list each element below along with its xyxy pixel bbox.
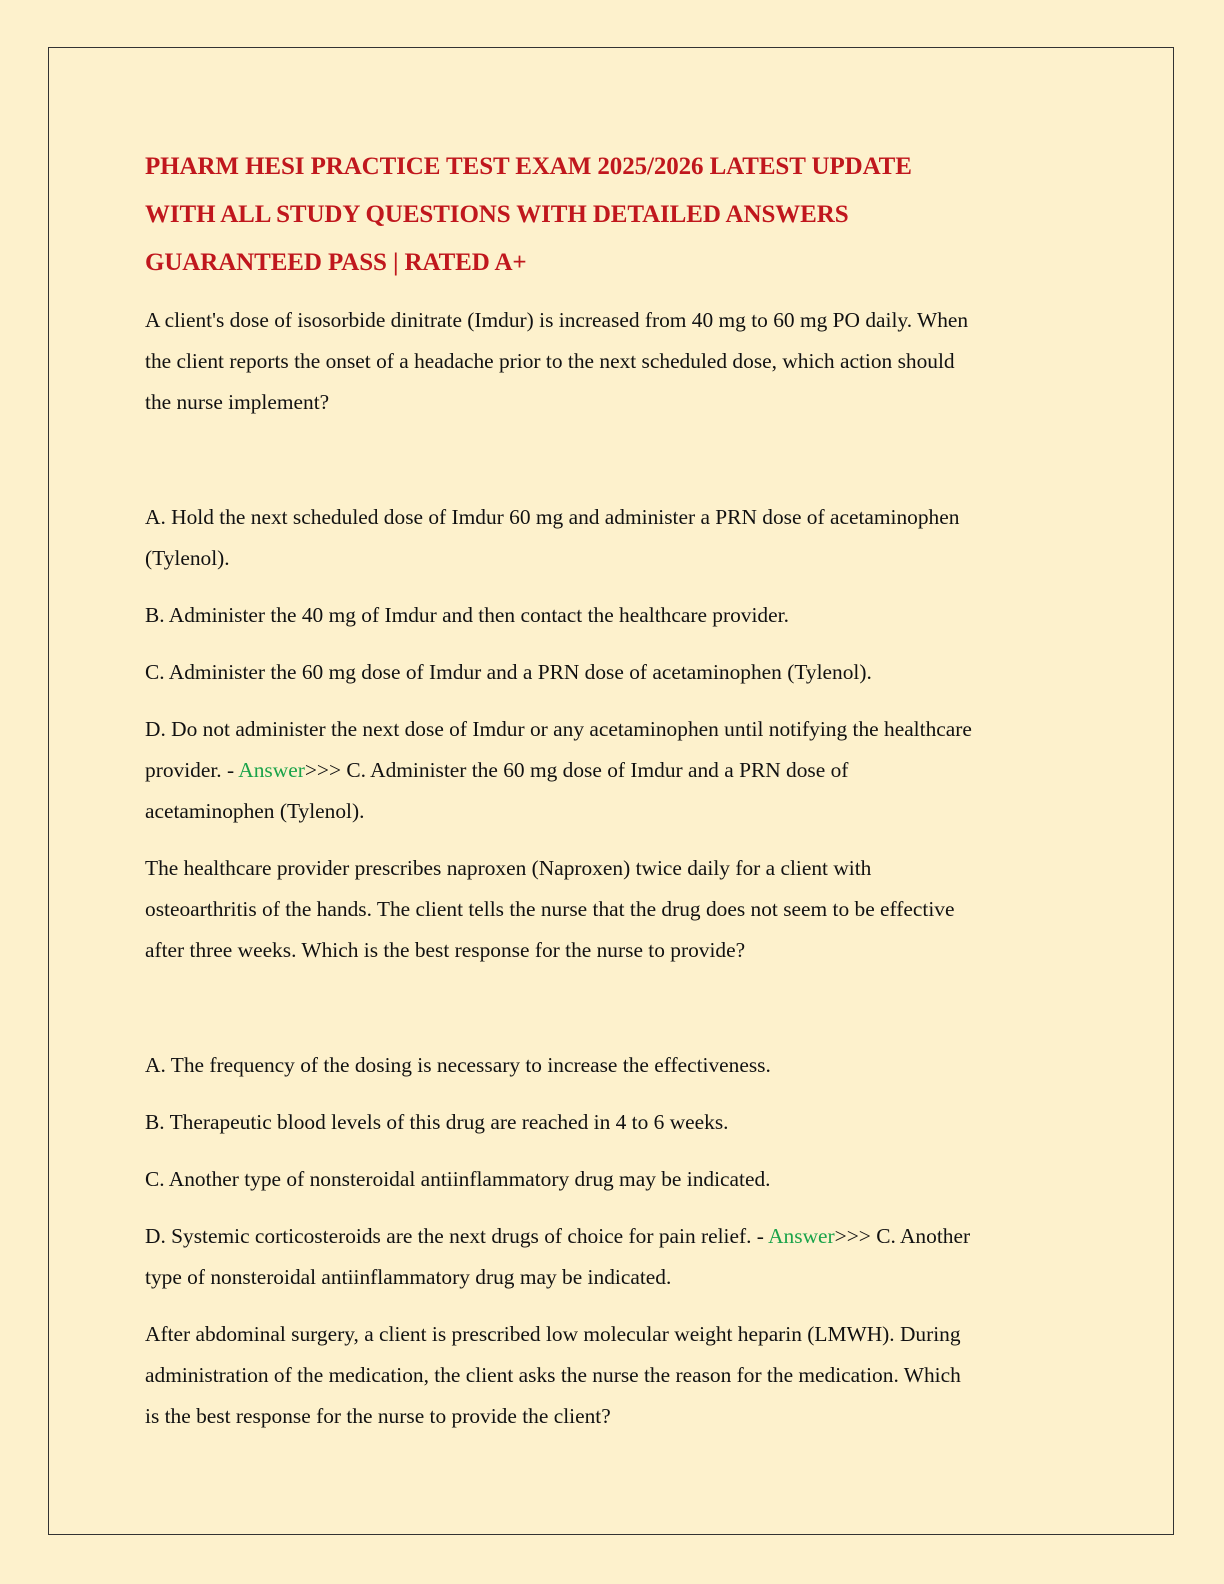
title-line: GUARANTEED PASS | RATED A+ bbox=[145, 249, 527, 276]
text-line: (Tylenol). bbox=[145, 546, 230, 570]
document-body bbox=[145, 300, 1085, 1437]
answer-text: >>> C. Another bbox=[834, 1224, 971, 1248]
answer-label: Answer bbox=[768, 1224, 835, 1248]
question-1-stem bbox=[145, 300, 1085, 423]
question-2-stem bbox=[145, 848, 1085, 971]
text-line: A. Hold the next scheduled dose of Imdur 60 mg and administer a PRN dose of acetaminophen bbox=[145, 505, 960, 529]
text-run: D. Systemic corticosteroids are the next drugs of choice for pain relief. - bbox=[145, 1224, 769, 1248]
text-line: type of nonsteroidal antiinflammatory drug may be indicated. bbox=[145, 1265, 672, 1289]
text-line: the client reports the onset of a headache prior to the next scheduled dose, which action should bbox=[145, 349, 955, 373]
text-line bbox=[145, 750, 1085, 791]
question-2-option-c: C. Another type of nonsteroidal antiinflammatory drug may be indicated. bbox=[145, 1167, 771, 1191]
question-1-option-b: B. Administer the 40 mg of Imdur and then contact the healthcare provider. bbox=[145, 603, 789, 627]
title-line: WITH ALL STUDY QUESTIONS WITH DETAILED ANSWERS bbox=[145, 201, 849, 228]
question-1-option-a bbox=[145, 497, 1085, 579]
text-line: acetaminophen (Tylenol). bbox=[145, 799, 365, 823]
text-line: osteoarthritis of the hands. The client tells the nurse that the drug does not seem to be effective bbox=[145, 897, 955, 921]
page-border-tick bbox=[1160, 47, 1174, 48]
question-3-stem bbox=[145, 1314, 1085, 1437]
answer-label: Answer bbox=[238, 758, 305, 782]
text-line bbox=[145, 1216, 1085, 1257]
question-2-option-a: A. The frequency of the dosing is necessary to increase the effectiveness. bbox=[145, 1053, 771, 1077]
text-line: After abdominal surgery, a client is prescribed low molecular weight heparin (LMWH). During bbox=[145, 1322, 961, 1346]
text-line: D. Do not administer the next dose of Imdur or any acetaminophen until notifying the healthcare bbox=[145, 717, 972, 741]
question-1-option-d bbox=[145, 709, 1085, 832]
text-run: provider. - bbox=[145, 758, 239, 782]
text-line: The healthcare provider prescribes naproxen (Naproxen) twice daily for a client with bbox=[145, 856, 872, 880]
text-line: administration of the medication, the client asks the nurse the reason for the medication. Which bbox=[145, 1363, 961, 1387]
document-title bbox=[145, 143, 1095, 287]
question-2-option-b: B. Therapeutic blood levels of this drug are reached in 4 to 6 weeks. bbox=[145, 1110, 729, 1134]
text-line: after three weeks. Which is the best response for the nurse to provide? bbox=[145, 938, 746, 962]
question-1-option-c: C. Administer the 60 mg dose of Imdur and a PRN dose of acetaminophen (Tylenol). bbox=[145, 660, 872, 684]
question-2-option-d bbox=[145, 1216, 1085, 1298]
text-line: is the best response for the nurse to provide the client? bbox=[145, 1404, 611, 1428]
answer-text: >>> C. Administer the 60 mg dose of Imdur and a PRN dose of bbox=[304, 758, 849, 782]
text-line: A client's dose of isosorbide dinitrate (Imdur) is increased from 40 mg to 60 mg PO daily. When bbox=[145, 308, 969, 332]
text-line: the nurse implement? bbox=[145, 390, 330, 414]
title-line: PHARM HESI PRACTICE TEST EXAM 2025/2026 LATEST UPDATE bbox=[145, 153, 912, 180]
